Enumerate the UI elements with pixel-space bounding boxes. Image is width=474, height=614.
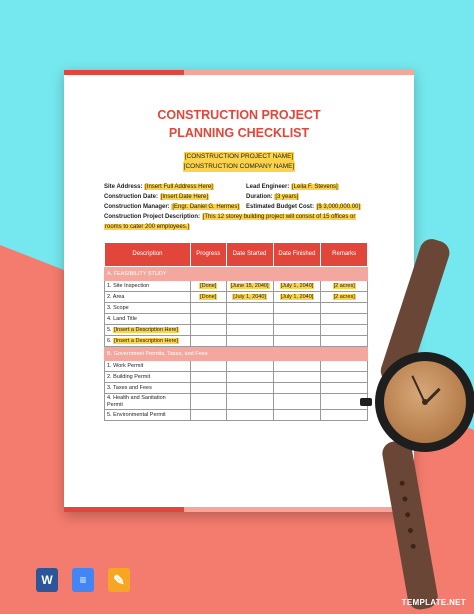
title-line-2: PLANNING CHECKLIST [168,126,310,140]
budget-field[interactable]: [$ 3,000,000.00] [316,204,361,210]
row-remarks[interactable] [321,410,368,421]
description-field-line-1[interactable]: [This 12 storey building project will consist of 15 offices or [202,214,356,220]
row-progress[interactable]: [Done] [200,283,217,289]
row-description[interactable]: 1. Site Inspection [105,281,191,292]
row-date-started[interactable]: [July 1, 2040] [233,294,266,300]
table-row [105,410,368,421]
table-row [105,336,368,347]
row-remarks[interactable] [321,336,368,347]
row-description[interactable]: 2. Area [105,292,191,303]
row-description-line-1: 4. Health and Sanitation [107,394,166,401]
table-row [105,314,368,325]
row-progress[interactable] [190,383,226,394]
row-description[interactable] [105,336,191,347]
table-row [105,292,368,303]
row-date-started[interactable] [226,372,273,383]
row-description[interactable]: 3. Scope [105,303,191,314]
row-date-finished[interactable] [273,314,321,325]
manager-field[interactable]: [Engr. Daniel G. Hermes] [172,204,240,210]
watch-dial [384,361,466,443]
duration-field[interactable]: [3 years] [275,194,299,200]
lead-engineer-label: Lead Engineer: [246,184,290,190]
table-row [105,303,368,314]
row-remarks[interactable] [321,372,368,383]
header-progress: Progress [190,243,226,267]
row-date-started[interactable]: [June 15, 2040] [230,283,269,289]
row-progress[interactable] [190,325,226,336]
row-description[interactable]: 4. Land Title [105,314,191,325]
word-icon[interactable]: W [36,568,58,592]
row-date-finished[interactable] [273,383,321,394]
site-address-field[interactable]: [Insert Full Address Here] [145,184,213,190]
row-date-finished[interactable] [273,361,321,372]
row-description[interactable]: 5. Environmental Permit [105,410,191,421]
row-date-started[interactable] [226,336,273,347]
table-row [105,361,368,372]
row-date-finished[interactable] [273,410,321,421]
budget-label: Estimated Budget Cost: [246,204,315,210]
row-date-finished[interactable] [273,303,321,314]
checklist-document [64,70,414,512]
row-description-placeholder[interactable]: [Insert a Description Here] [114,327,179,333]
project-info-block [104,182,384,232]
row-date-finished[interactable] [273,394,321,410]
google-docs-icon[interactable]: ≡ [72,568,94,592]
project-company-names [64,152,414,172]
watch-center-pin [422,399,428,405]
row-progress[interactable] [190,394,226,410]
row-number: 5. [107,327,112,333]
row-number: 6. [107,338,112,344]
lead-engineer-field[interactable]: [Leila F. Stevens] [292,184,338,190]
table-header-row [105,243,368,267]
top-accent-bar [64,70,414,75]
row-date-started[interactable] [226,361,273,372]
table-row [105,383,368,394]
watch-crown [360,398,372,406]
row-date-finished[interactable] [273,336,321,347]
pages-icon[interactable]: ✎ [108,568,130,592]
row-date-finished[interactable] [273,372,321,383]
company-name-field[interactable]: [CONSTRUCTION COMPANY NAME] [183,163,295,170]
row-description-placeholder[interactable]: [Insert a Description Here] [114,338,179,344]
section-row-permits [105,347,368,361]
table-row [105,372,368,383]
bottom-accent-bar [64,507,414,512]
row-remarks[interactable] [321,383,368,394]
row-progress[interactable]: [Done] [200,294,217,300]
manager-label: Construction Manager: [104,204,170,210]
row-date-started[interactable] [226,394,273,410]
construction-date-label: Construction Date: [104,194,158,200]
row-remarks[interactable]: [2 acres] [333,283,355,289]
section-title: A. FEASIBILITY STUDY [105,267,368,281]
table-row [105,394,368,410]
row-date-started[interactable] [226,325,273,336]
row-progress[interactable] [190,361,226,372]
row-description[interactable] [105,325,191,336]
brand-watermark: TEMPLATE.NET [401,598,466,607]
section-row-feasibility [105,267,368,281]
row-date-finished[interactable]: [July 1, 2040] [280,283,314,289]
table-row [105,281,368,292]
row-remarks[interactable] [321,361,368,372]
document-title [64,106,414,142]
row-date-started[interactable] [226,410,273,421]
row-description[interactable]: 1. Work Permit [105,361,191,372]
header-remarks: Remarks [321,243,368,267]
row-progress[interactable] [190,372,226,383]
site-address-label: Site Address: [104,184,143,190]
row-date-started[interactable] [226,314,273,325]
row-date-started[interactable] [226,383,273,394]
row-remarks[interactable] [321,325,368,336]
row-progress[interactable] [190,336,226,347]
header-description: Description [105,243,191,267]
duration-label: Duration: [246,194,273,200]
row-description[interactable]: 2. Building Permit [105,372,191,383]
row-date-finished[interactable] [273,325,321,336]
row-date-started[interactable] [226,303,273,314]
row-description[interactable]: 3. Taxes and Fees [105,383,191,394]
section-title: B. Government Permits, Taxes, and Fees [105,347,368,361]
construction-date-field[interactable]: [Insert Date Here] [160,194,209,200]
table-row [105,325,368,336]
header-date-started: Date Started [226,243,273,267]
title-line-1: CONSTRUCTION PROJECT [157,108,321,122]
project-name-field[interactable]: [CONSTRUCTION PROJECT NAME] [184,153,294,160]
description-label: Construction Project Description: [104,214,201,220]
row-progress[interactable] [190,314,226,325]
description-field-line-2[interactable]: rooms to cater 200 employees.] [105,224,190,230]
row-remarks[interactable] [321,314,368,325]
row-remarks[interactable] [321,303,368,314]
header-date-finished: Date Finished [273,243,321,267]
watch-case [375,352,474,452]
row-description[interactable] [105,394,191,410]
row-remarks[interactable]: [2 acres] [333,294,355,300]
row-progress[interactable] [190,303,226,314]
checklist-table [104,242,368,421]
row-date-finished[interactable]: [July 1, 2040] [280,294,314,300]
row-progress[interactable] [190,410,226,421]
row-description-line-2: Permit [107,401,123,408]
